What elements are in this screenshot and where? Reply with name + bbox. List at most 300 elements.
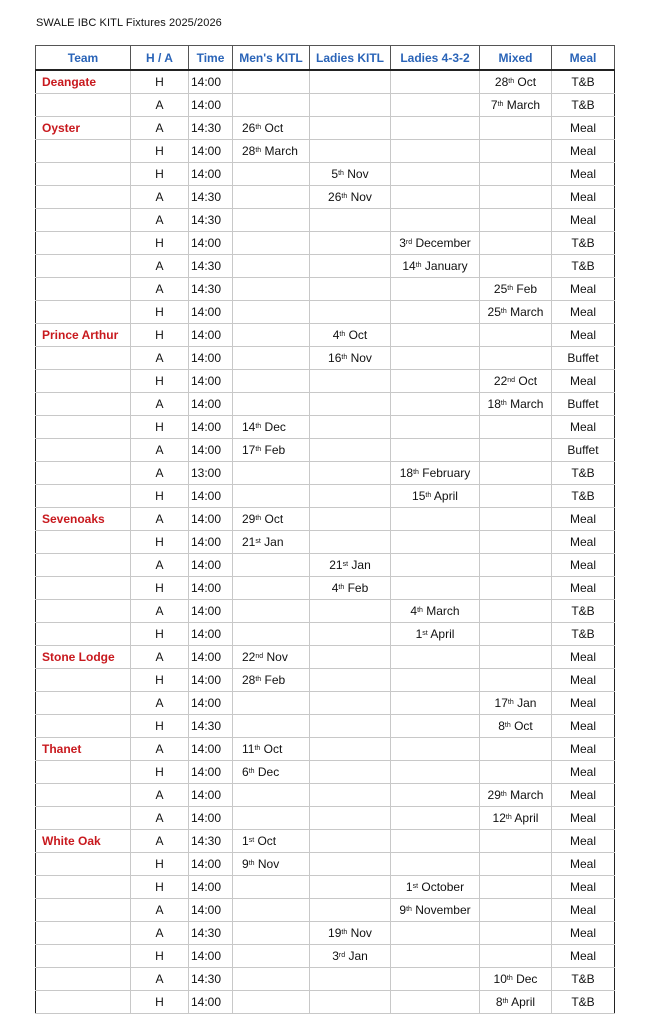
ladies-kitl-cell (310, 761, 391, 784)
mens-kitl-cell (233, 715, 310, 738)
ladies-kitl-cell (310, 715, 391, 738)
home-away-cell: A (131, 347, 189, 370)
home-away-cell: H (131, 416, 189, 439)
table-row (36, 784, 615, 807)
ladies-432-cell (391, 692, 480, 715)
header-ladies-kitl: Ladies KITL (310, 46, 391, 71)
mixed-cell (480, 462, 552, 485)
team-cell (36, 761, 131, 784)
team-cell (36, 186, 131, 209)
time-cell: 14:00 (189, 669, 233, 692)
team-cell (36, 94, 131, 117)
ladies-432-cell: 14th January (391, 255, 480, 278)
team-cell (36, 232, 131, 255)
ladies-432-cell (391, 370, 480, 393)
ladies-432-cell (391, 945, 480, 968)
team-cell: White Oak (36, 830, 131, 853)
home-away-cell: H (131, 577, 189, 600)
team-cell (36, 347, 131, 370)
mixed-cell (480, 945, 552, 968)
home-away-cell: H (131, 301, 189, 324)
team-cell: Thanet (36, 738, 131, 761)
home-away-cell: H (131, 761, 189, 784)
home-away-cell: A (131, 807, 189, 830)
meal-cell: Meal (552, 899, 615, 922)
mixed-cell (480, 761, 552, 784)
table-row (36, 807, 615, 830)
meal-cell: Meal (552, 738, 615, 761)
team-cell (36, 554, 131, 577)
time-cell: 14:30 (189, 922, 233, 945)
ladies-432-cell (391, 761, 480, 784)
mens-kitl-cell (233, 991, 310, 1014)
time-cell: 14:30 (189, 117, 233, 140)
mens-kitl-cell (233, 600, 310, 623)
time-cell: 14:00 (189, 738, 233, 761)
team-cell (36, 278, 131, 301)
home-away-cell: H (131, 531, 189, 554)
team-cell (36, 669, 131, 692)
meal-cell: Meal (552, 922, 615, 945)
team-cell (36, 531, 131, 554)
ladies-kitl-cell (310, 416, 391, 439)
team-cell (36, 968, 131, 991)
ladies-kitl-cell (310, 531, 391, 554)
team-cell (36, 945, 131, 968)
team-cell: Stone Lodge (36, 646, 131, 669)
ladies-432-cell (391, 209, 480, 232)
table-row (36, 623, 615, 646)
meal-cell: Meal (552, 117, 615, 140)
table-row (36, 186, 615, 209)
ladies-kitl-cell: 4th Feb (310, 577, 391, 600)
home-away-cell: A (131, 209, 189, 232)
ladies-kitl-cell (310, 485, 391, 508)
ladies-432-cell (391, 738, 480, 761)
document-title: SWALE IBC KITL Fixtures 2025/2026 (36, 17, 222, 29)
header-ladies-432: Ladies 4-3-2 (391, 46, 480, 71)
mens-kitl-cell: 26th Oct (233, 117, 310, 140)
table-row (36, 94, 615, 117)
home-away-cell: A (131, 646, 189, 669)
table-row (36, 899, 615, 922)
ladies-432-cell: 1st April (391, 623, 480, 646)
meal-cell: Buffet (552, 347, 615, 370)
home-away-cell: A (131, 554, 189, 577)
mens-kitl-cell: 22nd Nov (233, 646, 310, 669)
ladies-kitl-cell (310, 117, 391, 140)
table-row (36, 577, 615, 600)
team-cell (36, 692, 131, 715)
mens-kitl-cell (233, 876, 310, 899)
home-away-cell: A (131, 94, 189, 117)
meal-cell: Meal (552, 301, 615, 324)
home-away-cell: A (131, 186, 189, 209)
team-cell (36, 577, 131, 600)
table-row (36, 600, 615, 623)
ladies-432-cell (391, 393, 480, 416)
mixed-cell (480, 324, 552, 347)
ladies-432-cell (391, 554, 480, 577)
mens-kitl-cell: 29th Oct (233, 508, 310, 531)
meal-cell: Meal (552, 416, 615, 439)
home-away-cell: H (131, 163, 189, 186)
time-cell: 14:00 (189, 784, 233, 807)
mens-kitl-cell: 6th Dec (233, 761, 310, 784)
mens-kitl-cell (233, 255, 310, 278)
mens-kitl-cell: 14th Dec (233, 416, 310, 439)
mixed-cell (480, 899, 552, 922)
team-cell: Oyster (36, 117, 131, 140)
time-cell: 14:00 (189, 991, 233, 1014)
team-cell (36, 623, 131, 646)
ladies-kitl-cell (310, 140, 391, 163)
mens-kitl-cell (233, 485, 310, 508)
ladies-kitl-cell (310, 600, 391, 623)
team-cell (36, 140, 131, 163)
meal-cell: Meal (552, 209, 615, 232)
time-cell: 14:00 (189, 393, 233, 416)
team-cell (36, 393, 131, 416)
time-cell: 14:00 (189, 761, 233, 784)
ladies-kitl-cell (310, 784, 391, 807)
team-cell (36, 922, 131, 945)
ladies-432-cell (391, 922, 480, 945)
ladies-432-cell (391, 94, 480, 117)
mens-kitl-cell (233, 945, 310, 968)
mens-kitl-cell (233, 692, 310, 715)
ladies-432-cell: 3rd December (391, 232, 480, 255)
ladies-432-cell (391, 715, 480, 738)
mixed-cell (480, 209, 552, 232)
table-row (36, 255, 615, 278)
meal-cell: Meal (552, 531, 615, 554)
home-away-cell: A (131, 784, 189, 807)
mixed-cell (480, 416, 552, 439)
table-row (36, 531, 615, 554)
ladies-kitl-cell (310, 646, 391, 669)
table-row (36, 70, 615, 94)
mixed-cell (480, 577, 552, 600)
table-row (36, 830, 615, 853)
ladies-kitl-cell (310, 94, 391, 117)
mens-kitl-cell (233, 324, 310, 347)
home-away-cell: A (131, 830, 189, 853)
time-cell: 14:00 (189, 370, 233, 393)
meal-cell: Meal (552, 784, 615, 807)
mixed-cell: 29th March (480, 784, 552, 807)
meal-cell: Meal (552, 646, 615, 669)
time-cell: 13:00 (189, 462, 233, 485)
time-cell: 14:00 (189, 163, 233, 186)
header-meal: Meal (552, 46, 615, 71)
mixed-cell (480, 531, 552, 554)
table-row (36, 140, 615, 163)
table-row (36, 991, 615, 1014)
meal-cell: Meal (552, 807, 615, 830)
mens-kitl-cell: 17th Feb (233, 439, 310, 462)
mens-kitl-cell: 21st Jan (233, 531, 310, 554)
mixed-cell (480, 485, 552, 508)
ladies-kitl-cell (310, 278, 391, 301)
meal-cell: Meal (552, 324, 615, 347)
time-cell: 14:30 (189, 278, 233, 301)
team-cell (36, 853, 131, 876)
mens-kitl-cell (233, 922, 310, 945)
home-away-cell: A (131, 393, 189, 416)
time-cell: 14:00 (189, 439, 233, 462)
mixed-cell (480, 140, 552, 163)
home-away-cell: H (131, 324, 189, 347)
mens-kitl-cell: 11th Oct (233, 738, 310, 761)
ladies-kitl-cell (310, 968, 391, 991)
table-row (36, 416, 615, 439)
meal-cell: Meal (552, 945, 615, 968)
home-away-cell: H (131, 623, 189, 646)
fixtures-body (36, 70, 615, 1014)
mens-kitl-cell (233, 70, 310, 94)
ladies-432-cell (391, 301, 480, 324)
time-cell: 14:00 (189, 876, 233, 899)
ladies-432-cell (391, 991, 480, 1014)
ladies-kitl-cell (310, 807, 391, 830)
team-cell (36, 416, 131, 439)
home-away-cell: H (131, 876, 189, 899)
mens-kitl-cell: 28th Feb (233, 669, 310, 692)
home-away-cell: H (131, 70, 189, 94)
ladies-kitl-cell (310, 623, 391, 646)
home-away-cell: H (131, 232, 189, 255)
mixed-cell (480, 186, 552, 209)
mixed-cell: 8th Oct (480, 715, 552, 738)
ladies-kitl-cell (310, 991, 391, 1014)
meal-cell: Meal (552, 508, 615, 531)
meal-cell: Meal (552, 669, 615, 692)
home-away-cell: A (131, 117, 189, 140)
ladies-kitl-cell (310, 370, 391, 393)
meal-cell: Meal (552, 761, 615, 784)
team-cell (36, 876, 131, 899)
meal-cell: T&B (552, 991, 615, 1014)
ladies-432-cell (391, 324, 480, 347)
meal-cell: Meal (552, 554, 615, 577)
mixed-cell (480, 347, 552, 370)
table-row (36, 715, 615, 738)
mens-kitl-cell (233, 577, 310, 600)
mens-kitl-cell (233, 163, 310, 186)
mixed-cell (480, 830, 552, 853)
meal-cell: Meal (552, 186, 615, 209)
team-cell (36, 715, 131, 738)
ladies-432-cell: 18th February (391, 462, 480, 485)
header-time: Time (189, 46, 233, 71)
ladies-kitl-cell (310, 692, 391, 715)
ladies-432-cell (391, 784, 480, 807)
mixed-cell: 18th March (480, 393, 552, 416)
ladies-432-cell (391, 163, 480, 186)
time-cell: 14:00 (189, 807, 233, 830)
mixed-cell (480, 255, 552, 278)
meal-cell: T&B (552, 600, 615, 623)
home-away-cell: A (131, 968, 189, 991)
ladies-432-cell (391, 853, 480, 876)
team-cell (36, 784, 131, 807)
mixed-cell (480, 669, 552, 692)
team-cell (36, 485, 131, 508)
mens-kitl-cell (233, 186, 310, 209)
mixed-cell (480, 738, 552, 761)
mens-kitl-cell (233, 278, 310, 301)
ladies-kitl-cell: 16th Nov (310, 347, 391, 370)
ladies-kitl-cell (310, 232, 391, 255)
mixed-cell: 17th Jan (480, 692, 552, 715)
time-cell: 14:00 (189, 577, 233, 600)
table-row (36, 669, 615, 692)
ladies-kitl-cell (310, 301, 391, 324)
mens-kitl-cell (233, 968, 310, 991)
meal-cell: Meal (552, 370, 615, 393)
mens-kitl-cell (233, 393, 310, 416)
meal-cell: T&B (552, 623, 615, 646)
ladies-432-cell (391, 117, 480, 140)
ladies-432-cell (391, 347, 480, 370)
ladies-432-cell (391, 439, 480, 462)
ladies-432-cell: 1st October (391, 876, 480, 899)
ladies-432-cell (391, 186, 480, 209)
ladies-432-cell (391, 577, 480, 600)
time-cell: 14:00 (189, 531, 233, 554)
time-cell: 14:00 (189, 485, 233, 508)
ladies-kitl-cell (310, 508, 391, 531)
meal-cell: Meal (552, 163, 615, 186)
home-away-cell: A (131, 278, 189, 301)
ladies-kitl-cell: 19th Nov (310, 922, 391, 945)
ladies-kitl-cell: 21st Jan (310, 554, 391, 577)
ladies-kitl-cell (310, 439, 391, 462)
table-row (36, 301, 615, 324)
time-cell: 14:30 (189, 715, 233, 738)
table-row (36, 347, 615, 370)
meal-cell: Meal (552, 830, 615, 853)
table-row (36, 209, 615, 232)
mens-kitl-cell (233, 623, 310, 646)
ladies-kitl-cell: 4th Oct (310, 324, 391, 347)
mixed-cell (480, 646, 552, 669)
mixed-cell: 12th April (480, 807, 552, 830)
table-row (36, 278, 615, 301)
home-away-cell: A (131, 600, 189, 623)
ladies-kitl-cell (310, 70, 391, 94)
home-away-cell: A (131, 738, 189, 761)
ladies-kitl-cell (310, 462, 391, 485)
ladies-kitl-cell: 26th Nov (310, 186, 391, 209)
table-row (36, 117, 615, 140)
ladies-432-cell: 4th March (391, 600, 480, 623)
home-away-cell: H (131, 991, 189, 1014)
meal-cell: T&B (552, 70, 615, 94)
mixed-cell (480, 922, 552, 945)
ladies-432-cell (391, 70, 480, 94)
mens-kitl-cell (233, 232, 310, 255)
mens-kitl-cell (233, 370, 310, 393)
ladies-432-cell (391, 140, 480, 163)
mixed-cell (480, 554, 552, 577)
time-cell: 14:00 (189, 140, 233, 163)
mixed-cell: 25th Feb (480, 278, 552, 301)
ladies-432-cell: 15th April (391, 485, 480, 508)
time-cell: 14:00 (189, 945, 233, 968)
table-row (36, 876, 615, 899)
table-row (36, 922, 615, 945)
ladies-kitl-cell (310, 209, 391, 232)
mixed-cell (480, 508, 552, 531)
ladies-kitl-cell (310, 738, 391, 761)
mens-kitl-cell (233, 899, 310, 922)
home-away-cell: A (131, 462, 189, 485)
home-away-cell: H (131, 370, 189, 393)
table-row (36, 738, 615, 761)
home-away-cell: H (131, 669, 189, 692)
mixed-cell (480, 163, 552, 186)
time-cell: 14:00 (189, 508, 233, 531)
home-away-cell: H (131, 715, 189, 738)
ladies-kitl-cell (310, 830, 391, 853)
table-row (36, 945, 615, 968)
mens-kitl-cell: 9th Nov (233, 853, 310, 876)
team-cell: Prince Arthur (36, 324, 131, 347)
team-cell (36, 370, 131, 393)
home-away-cell: H (131, 853, 189, 876)
mixed-cell (480, 439, 552, 462)
time-cell: 14:00 (189, 416, 233, 439)
time-cell: 14:00 (189, 623, 233, 646)
table-row (36, 324, 615, 347)
table-row (36, 232, 615, 255)
time-cell: 14:00 (189, 899, 233, 922)
ladies-432-cell (391, 968, 480, 991)
ladies-kitl-cell (310, 669, 391, 692)
header-mens-kitl: Men's KITL (233, 46, 310, 71)
mens-kitl-cell: 1st Oct (233, 830, 310, 853)
time-cell: 14:00 (189, 301, 233, 324)
time-cell: 14:00 (189, 853, 233, 876)
header-home-away: H / A (131, 46, 189, 71)
ladies-432-cell (391, 807, 480, 830)
home-away-cell: A (131, 439, 189, 462)
table-row (36, 761, 615, 784)
mixed-cell (480, 232, 552, 255)
ladies-432-cell (391, 669, 480, 692)
time-cell: 14:30 (189, 255, 233, 278)
mens-kitl-cell: 28th March (233, 140, 310, 163)
header-mixed: Mixed (480, 46, 552, 71)
home-away-cell: A (131, 899, 189, 922)
time-cell: 14:00 (189, 232, 233, 255)
team-cell (36, 462, 131, 485)
meal-cell: T&B (552, 968, 615, 991)
table-row (36, 370, 615, 393)
mixed-cell (480, 853, 552, 876)
meal-cell: T&B (552, 232, 615, 255)
ladies-kitl-cell: 3rd Jan (310, 945, 391, 968)
ladies-432-cell: 9th November (391, 899, 480, 922)
ladies-kitl-cell (310, 255, 391, 278)
meal-cell: T&B (552, 485, 615, 508)
home-away-cell: A (131, 508, 189, 531)
time-cell: 14:00 (189, 554, 233, 577)
mens-kitl-cell (233, 94, 310, 117)
table-row (36, 163, 615, 186)
